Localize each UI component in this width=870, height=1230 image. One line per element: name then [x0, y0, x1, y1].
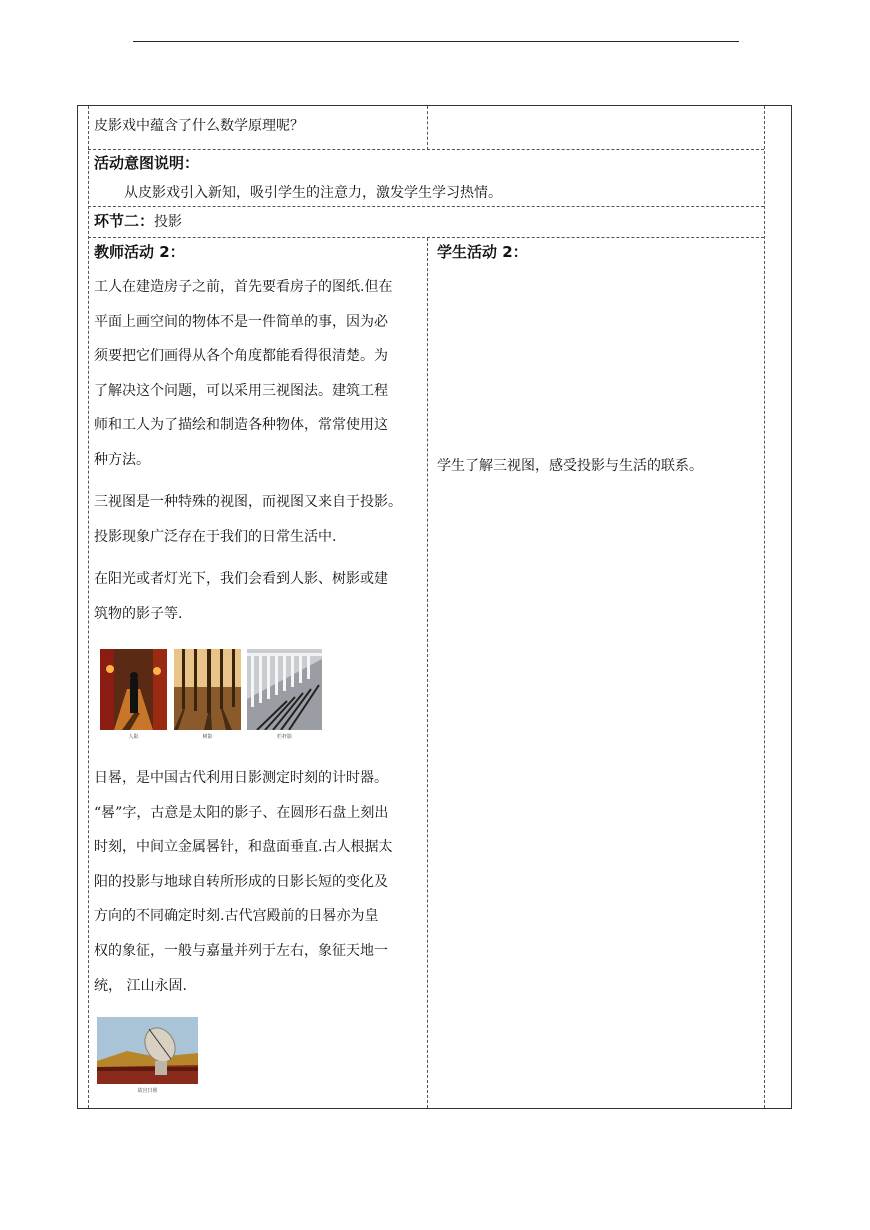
text-line: 须要把它们画得从各个角度都能看得很清楚。为: [94, 348, 388, 365]
teacher-paragraph-2: [94, 485, 424, 554]
student-activity-text: 学生了解三视图，感受投影与生活的联系。: [437, 458, 703, 474]
section-label: 环节二：: [94, 212, 155, 230]
sundial-photo: [97, 1017, 198, 1084]
text-line: 日晷，是中国古代利用日影测定时刻的计时器。: [94, 770, 388, 786]
teacher-heading: 教师活动 2：: [94, 243, 185, 261]
section-heading: [94, 212, 182, 231]
sundial-caption: 故宫日晷: [137, 1088, 158, 1094]
text-line: 方向的不同确定时刻.古代宫殿前的日晷亦为皇: [94, 908, 379, 925]
teacher-paragraph-4: [94, 761, 424, 1003]
person-shadow-photo: [100, 649, 167, 730]
text-line: 了解决这个问题，可以采用三视图法。建筑工程: [94, 382, 388, 399]
text-line: 平面上画空间的物体不是一件简单的事，因为必: [94, 313, 388, 330]
text-line: “晷”字，古意是太阳的影子、在圆形石盘上刻出: [94, 804, 389, 821]
text-line: 权的象征，一般与嘉量并列于左右，象征天地一: [94, 942, 388, 959]
row-divider: [88, 237, 764, 238]
text-line: 投影现象广泛存在于我们的日常生活中.: [94, 528, 337, 545]
photo-caption: 栏杆影: [276, 734, 292, 740]
column-divider: [427, 238, 428, 1108]
text-line: 阳的投影与地球自转所形成的日影长短的变化及: [94, 873, 388, 890]
text-line: 时刻，中间立金属晷针，和盘面垂直.古人根据太: [94, 839, 393, 856]
teacher-paragraph-3: [94, 562, 424, 631]
row-divider: [88, 149, 764, 150]
intent-text: 从皮影戏引入新知，吸引学生的注意力，激发学生学习热情。: [124, 185, 502, 201]
header-rule: [133, 41, 739, 42]
text-line: 师和工人为了描绘和制造各种物体，常常使用这: [94, 417, 388, 434]
tree-shadow-photo: [174, 649, 241, 730]
section-title: 投影: [154, 214, 183, 230]
column-divider: [427, 106, 428, 150]
photo-caption: 树影: [202, 734, 213, 740]
row-divider: [88, 206, 764, 207]
railing-shadow-photo: [247, 649, 322, 730]
left-inner-border: [88, 106, 89, 1108]
student-heading: 学生活动 2：: [437, 243, 528, 261]
text-line: 筑物的影子等.: [94, 605, 183, 622]
intent-heading: 活动意图说明：: [94, 154, 200, 172]
teacher-paragraph-1: [94, 270, 424, 478]
photo-caption: 人影: [128, 734, 139, 740]
row1-question: 皮影戏中蕴含了什么数学原理呢？: [94, 118, 304, 134]
text-line: 在阳光或者灯光下，我们会看到人影、树影或建: [94, 571, 388, 587]
text-line: 三视图是一种特殊的视图，而视图又来自于投影。: [94, 494, 402, 510]
text-line: 统， 江山永固.: [94, 977, 187, 994]
text-line: 工人在建造房子之前，首先要看房子的图纸.但在: [94, 279, 393, 295]
text-line: 种方法。: [94, 451, 150, 468]
margin-divider: [764, 106, 765, 1108]
